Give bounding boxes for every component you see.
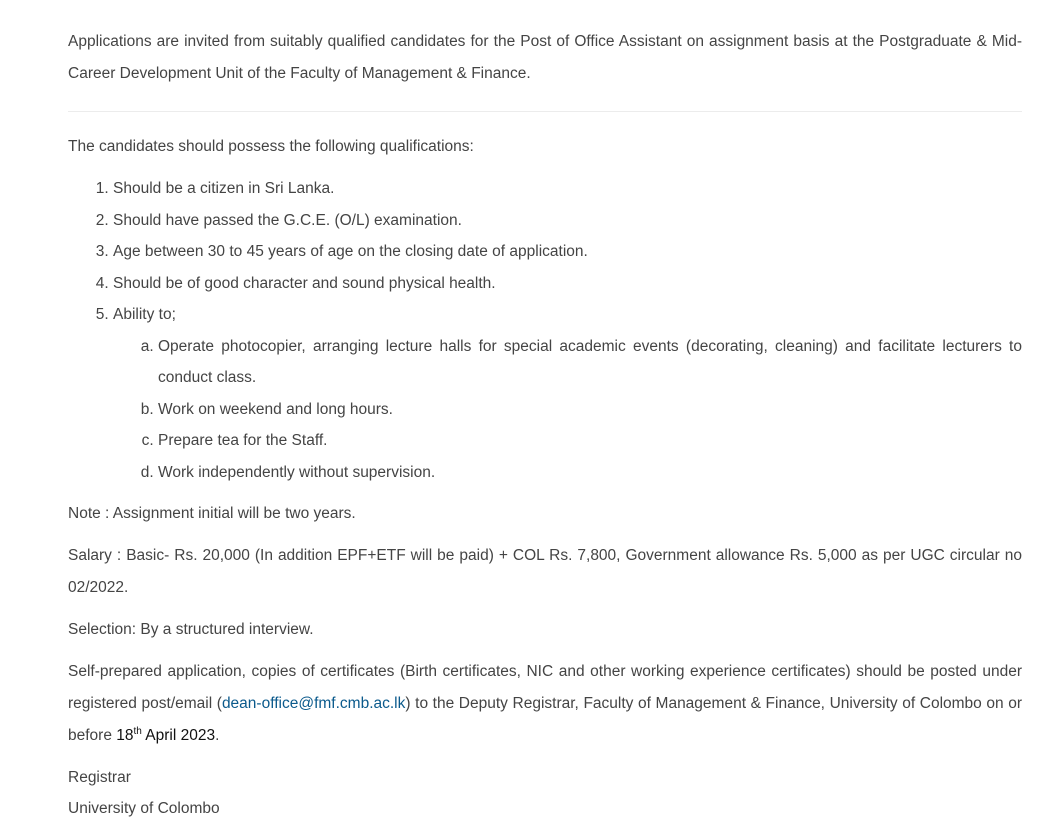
selection-paragraph: Selection: By a structured interview. xyxy=(68,621,314,638)
closing-date xyxy=(116,727,215,744)
qualification-item: 4. Should be of good character and sound physical health. xyxy=(113,268,1022,300)
qualification-item: 1. Should be a citizen in Sri Lanka. xyxy=(113,173,1022,205)
closing-date-day: 18 xyxy=(116,727,134,744)
ability-item: b. Work on weekend and long hours. xyxy=(158,394,1022,426)
qualifications-heading: The candidates should possess the following qualifications: xyxy=(68,138,474,155)
closing-date-suffix: th xyxy=(133,725,142,737)
signature-block xyxy=(68,762,1022,824)
application-text-continued: ) to the Deputy Registrar, Faculty of Management & Finance, University of Colombo on or before xyxy=(68,695,1023,744)
qualification-item-label: Ability to; xyxy=(113,306,176,323)
email-link[interactable]: dean-office@fmf.cmb.ac.lk xyxy=(221,695,406,712)
ability-item: c. Prepare tea for the Staff. xyxy=(158,425,1022,457)
salary-paragraph: Salary : Basic- Rs. 20,000 (In addition EPF+ETF will be paid) + COL Rs. 7,800, Government allowance Rs. 5,000 as per UGC circular no 02/2022. xyxy=(68,547,1022,596)
intro-paragraph: Applications are invited from suitably qualified candidates for the Post of Office Assistant on assignment basis at the Postgraduate & Mid-Career Development Unit of the Faculty of Management & Finance. xyxy=(68,33,1022,82)
application-end: . xyxy=(215,727,220,744)
note-paragraph: Note : Assignment initial will be two years. xyxy=(68,505,356,522)
closing-date-month-year: April 2023 xyxy=(141,727,216,744)
signature-title: Registrar xyxy=(68,769,131,786)
announcement-content xyxy=(68,26,1022,824)
application-paragraph xyxy=(68,656,1022,752)
signature-organization: University of Colombo xyxy=(68,800,220,817)
ability-item: d. Work independently without supervision. xyxy=(158,457,1022,489)
ability-item: a. Operate photocopier, arranging lecture halls for special academic events (decorating, cleaning) and facilitate lecturers to conduct class. xyxy=(158,331,1022,394)
abilities-list xyxy=(113,331,1022,489)
qualification-item: 3. Age between 30 to 45 years of age on the closing date of application. xyxy=(113,236,1022,268)
qualifications-list xyxy=(68,173,1022,488)
qualification-item-ability xyxy=(113,299,1022,488)
divider xyxy=(68,111,1022,112)
application-text: Self-prepared application, copies of certificates (Birth certificates, NIC and other working experience certificates) should be posted under registered post/email ( xyxy=(68,663,1022,712)
qualification-item: 2. Should have passed the G.C.E. (O/L) examination. xyxy=(113,205,1022,237)
